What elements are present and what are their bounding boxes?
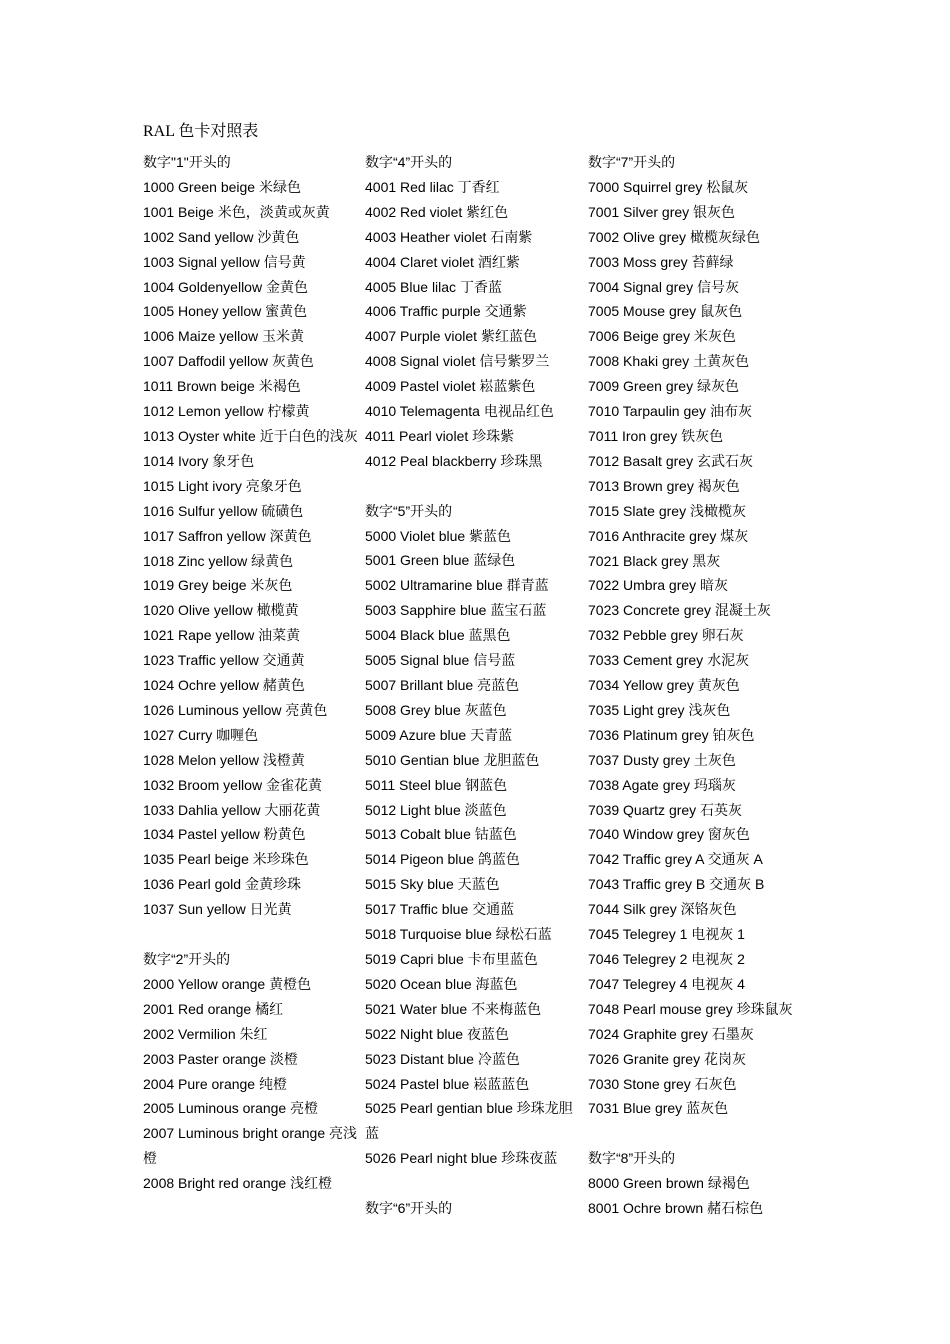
section-heading: 数字“6”开头的 bbox=[365, 1200, 453, 1217]
color-entry: 5013 Cobalt blue 钴蓝色 bbox=[365, 826, 517, 843]
spacer bbox=[588, 1121, 806, 1146]
color-entry: 1036 Pearl gold 金黄珍珠 bbox=[143, 876, 301, 893]
color-entry: 4010 Telemagenta 电视品红色 bbox=[365, 403, 554, 420]
color-entry: 5024 Pastel blue 崧蓝蓝色 bbox=[365, 1075, 530, 1092]
color-entry: 4001 Red lilac 丁香红 bbox=[365, 178, 500, 195]
color-entry: 2004 Pure orange 纯橙 bbox=[143, 1075, 287, 1092]
color-entry: 5008 Grey blue 灰蓝色 bbox=[365, 701, 507, 718]
color-entry: 2002 Vermilion 朱红 bbox=[143, 1025, 268, 1042]
color-entry: 7011 Iron grey 铁灰色 bbox=[588, 427, 724, 444]
color-entry: 7000 Squirrel grey 松鼠灰 bbox=[588, 178, 749, 195]
color-entry: 7030 Stone grey 石灰色 bbox=[588, 1075, 737, 1092]
color-entry: 7013 Brown grey 褐灰色 bbox=[588, 477, 740, 494]
color-entry: 7043 Traffic grey B 交通灰 B bbox=[588, 876, 765, 893]
color-entry: 1007 Daffodil yellow 灰黄色 bbox=[143, 353, 314, 370]
color-entry: 5010 Gentian blue 龙胆蓝色 bbox=[365, 751, 540, 768]
color-entry: 1034 Pastel yellow 粉黄色 bbox=[143, 826, 306, 843]
color-entry: 7046 Telegrey 2 电视灰 2 bbox=[588, 951, 745, 967]
color-entry: 7033 Cement grey 水泥灰 bbox=[588, 652, 750, 669]
color-entry: 7002 Olive grey 橄榄灰绿色 bbox=[588, 228, 760, 245]
section-heading: 数字“7”开头的 bbox=[588, 154, 676, 170]
color-entry: 1015 Light ivory 亮象牙色 bbox=[143, 477, 302, 494]
color-entry: 8001 Ochre brown 赭石棕色 bbox=[588, 1200, 764, 1217]
color-entry: 2003 Paster orange 淡橙 bbox=[143, 1050, 298, 1067]
color-entry: 5000 Violet blue 紫蓝色 bbox=[365, 527, 512, 544]
color-entry: 7006 Beige grey 米灰色 bbox=[588, 328, 736, 345]
color-entry: 4004 Claret violet 酒红紫 bbox=[365, 253, 520, 270]
color-entry: 1037 Sun yellow 日光黄 bbox=[143, 901, 292, 918]
color-entry: 7037 Dusty grey 土灰色 bbox=[588, 751, 736, 768]
color-entry: 1004 Goldenyellow 金黄色 bbox=[143, 278, 308, 295]
color-entry: 7022 Umbra grey 暗灰 bbox=[588, 577, 729, 594]
section-heading: 数字“8”开头的 bbox=[588, 1150, 676, 1167]
color-entry: 5005 Signal blue 信号蓝 bbox=[365, 652, 516, 669]
color-entry: 7012 Basalt grey 玄武石灰 bbox=[588, 452, 753, 469]
color-entry: 1026 Luminous yellow 亮黄色 bbox=[143, 701, 328, 718]
color-entry: 7047 Telegrey 4 电视灰 4 bbox=[588, 975, 745, 992]
section-heading: 数字“4”开头的 bbox=[365, 154, 453, 170]
color-entry: 2008 Bright red orange 浅红橙 bbox=[143, 1175, 333, 1192]
color-entry: 1001 Beige 米色，淡黄或灰黄 bbox=[143, 203, 330, 220]
color-entry: 7035 Light grey 浅灰色 bbox=[588, 701, 731, 718]
color-entry: 7032 Pebble grey 卵石灰 bbox=[588, 627, 744, 644]
color-entry: 4009 Pastel violet 崧蓝紫色 bbox=[365, 378, 536, 395]
color-entry: 7001 Silver grey 银灰色 bbox=[588, 203, 736, 220]
color-entry: 1017 Saffron yellow 深黄色 bbox=[143, 527, 312, 544]
color-entry: 7031 Blue grey 蓝灰色 bbox=[588, 1100, 729, 1117]
color-entry: 5007 Brillant blue 亮蓝色 bbox=[365, 677, 520, 694]
color-entry: 5003 Sapphire blue 蓝宝石蓝 bbox=[365, 602, 547, 619]
section-heading: 数字“2”开头的 bbox=[143, 950, 231, 967]
color-entry: 5025 Pearl gentian blue 珍珠龙胆蓝 bbox=[365, 1100, 573, 1142]
color-entry: 1005 Honey yellow 蜜黄色 bbox=[143, 303, 308, 320]
color-entry: 7004 Signal grey 信号灰 bbox=[588, 278, 739, 295]
color-entry: 1012 Lemon yellow 柠檬黄 bbox=[143, 403, 310, 420]
color-entry: 5011 Steel blue 钢蓝色 bbox=[365, 776, 508, 793]
color-entry: 5014 Pigeon blue 鸽蓝色 bbox=[365, 851, 520, 868]
section-heading: 数字"1"开头的 bbox=[143, 154, 231, 170]
color-entry: 1023 Traffic yellow 交通黄 bbox=[143, 652, 305, 669]
color-entry: 7036 Platinum grey 铂灰色 bbox=[588, 726, 755, 743]
color-entry: 7003 Moss grey 苔藓绿 bbox=[588, 253, 734, 270]
color-entry: 7042 Traffic grey A 交通灰 A bbox=[588, 851, 763, 868]
color-entry: 5012 Light blue 淡蓝色 bbox=[365, 801, 507, 818]
color-entry: 4012 Peal blackberry 珍珠黑 bbox=[365, 452, 543, 469]
color-entry: 2005 Luminous orange 亮橙 bbox=[143, 1100, 319, 1117]
color-entry: 5021 Water blue 不来梅蓝色 bbox=[365, 1000, 542, 1017]
color-entry: 5002 Ultramarine blue 群青蓝 bbox=[365, 577, 549, 594]
color-entry: 5022 Night blue 夜蓝色 bbox=[365, 1025, 509, 1042]
color-entry: 4005 Blue lilac 丁香蓝 bbox=[365, 278, 502, 295]
color-entry: 7040 Window grey 窗灰色 bbox=[588, 826, 750, 843]
color-entry: 4007 Purple violet 紫红蓝色 bbox=[365, 328, 537, 345]
color-entry: 7044 Silk grey 深铬灰色 bbox=[588, 901, 737, 918]
color-entry: 7016 Anthracite grey 煤灰 bbox=[588, 527, 749, 544]
color-entry: 1021 Rape yellow 油菜黄 bbox=[143, 627, 301, 644]
color-entry: 7024 Graphite grey 石墨灰 bbox=[588, 1025, 754, 1042]
color-entry: 7023 Concrete grey 混凝土灰 bbox=[588, 602, 771, 619]
color-entry: 1020 Olive yellow 橄榄黄 bbox=[143, 602, 299, 619]
color-entry: 4008 Signal violet 信号紫罗兰 bbox=[365, 353, 550, 370]
color-entry: 5019 Capri blue 卡布里蓝色 bbox=[365, 950, 538, 967]
color-entry: 1003 Signal yellow 信号黄 bbox=[143, 253, 306, 270]
color-entry: 1035 Pearl beige 米珍珠色 bbox=[143, 851, 309, 868]
color-entry: 5009 Azure blue 天青蓝 bbox=[365, 726, 513, 743]
color-entry: 7034 Yellow grey 黄灰色 bbox=[588, 677, 740, 694]
column-3 bbox=[588, 150, 806, 1221]
color-entry: 7010 Tarpaulin gey 油布灰 bbox=[588, 403, 752, 420]
color-entry: 5018 Turquoise blue 绿松石蓝 bbox=[365, 926, 552, 943]
color-entry: 1019 Grey beige 米灰色 bbox=[143, 577, 293, 594]
color-entry: 5001 Green blue 蓝绿色 bbox=[365, 552, 516, 569]
color-entry: 1028 Melon yellow 浅橙黄 bbox=[143, 751, 305, 768]
color-entry: 2007 Luminous bright orange 亮浅橙 bbox=[143, 1125, 358, 1167]
color-entry: 7048 Pearl mouse grey 珍珠鼠灰 bbox=[588, 1000, 793, 1017]
column-1 bbox=[143, 150, 358, 1196]
color-entry: 4002 Red violet 紫红色 bbox=[365, 203, 509, 220]
color-entry: 1024 Ochre yellow 赭黄色 bbox=[143, 677, 305, 694]
spacer bbox=[365, 474, 575, 499]
color-entry: 1027 Curry 咖喱色 bbox=[143, 726, 259, 743]
color-entry: 5004 Black blue 蓝黑色 bbox=[365, 627, 511, 644]
color-entry: 1018 Zinc yellow 绿黄色 bbox=[143, 552, 294, 569]
section-heading: 数字“5”开头的 bbox=[365, 502, 453, 519]
color-entry: 1000 Green beige 米绿色 bbox=[143, 178, 301, 195]
color-entry: 1013 Oyster white 近于白色的浅灰 bbox=[143, 427, 358, 444]
color-entry: 4006 Traffic purple 交通紫 bbox=[365, 303, 527, 320]
color-entry: 1006 Maize yellow 玉米黄 bbox=[143, 328, 305, 345]
color-entry: 8000 Green brown 绿褐色 bbox=[588, 1175, 750, 1192]
color-entry: 1033 Dahlia yellow 大丽花黄 bbox=[143, 801, 321, 818]
color-entry: 7045 Telegrey 1 电视灰 1 bbox=[588, 926, 745, 943]
color-entry: 7005 Mouse grey 鼠灰色 bbox=[588, 303, 743, 320]
color-entry: 5017 Traffic blue 交通蓝 bbox=[365, 901, 515, 918]
color-entry: 4011 Pearl violet 珍珠紫 bbox=[365, 427, 515, 444]
page-title: RAL 色卡对照表 bbox=[143, 123, 259, 140]
color-entry: 7038 Agate grey 玛瑙灰 bbox=[588, 776, 736, 793]
color-entry: 7008 Khaki grey 土黄灰色 bbox=[588, 353, 750, 370]
color-entry: 7015 Slate grey 浅橄榄灰 bbox=[588, 502, 746, 519]
color-entry: 2001 Red orange 橘红 bbox=[143, 1000, 284, 1017]
spacer bbox=[143, 922, 358, 947]
color-entry: 7009 Green grey 绿灰色 bbox=[588, 378, 739, 395]
color-entry: 5020 Ocean blue 海蓝色 bbox=[365, 975, 518, 992]
color-entry: 1016 Sulfur yellow 硫磺色 bbox=[143, 502, 304, 519]
spacer bbox=[365, 1171, 575, 1196]
color-entry: 1011 Brown beige 米褐色 bbox=[143, 378, 301, 395]
column-2 bbox=[365, 150, 575, 1221]
color-entry: 1002 Sand yellow 沙黄色 bbox=[143, 228, 300, 245]
color-entry: 7021 Black grey 黑灰 bbox=[588, 552, 721, 569]
color-entry: 4003 Heather violet 石南紫 bbox=[365, 228, 533, 245]
color-entry: 5026 Pearl night blue 珍珠夜蓝 bbox=[365, 1150, 558, 1167]
color-entry: 2000 Yellow orange 黄橙色 bbox=[143, 975, 312, 992]
color-entry: 5023 Distant blue 冷蓝色 bbox=[365, 1050, 520, 1067]
color-entry: 7026 Granite grey 花岗灰 bbox=[588, 1050, 746, 1067]
color-entry: 5015 Sky blue 天蓝色 bbox=[365, 876, 500, 893]
color-entry: 1014 Ivory 象牙色 bbox=[143, 452, 255, 469]
color-entry: 7039 Quartz grey 石英灰 bbox=[588, 801, 743, 818]
color-entry: 1032 Broom yellow 金雀花黄 bbox=[143, 776, 322, 793]
